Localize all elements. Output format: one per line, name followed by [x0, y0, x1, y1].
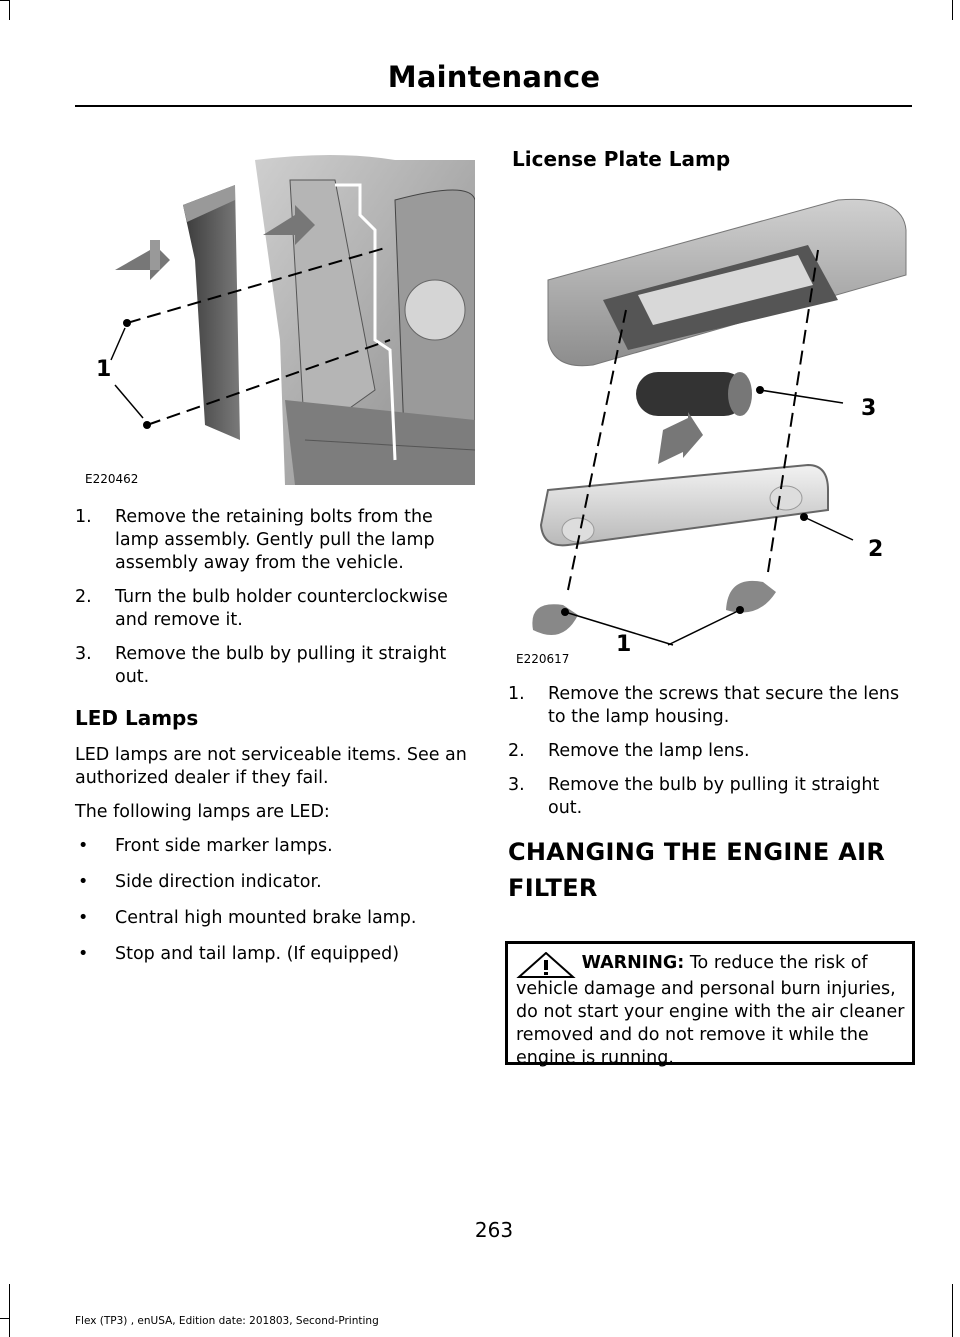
warning-body: To reduce the risk of vehicle damage and personal burn injuries, do not start your engine with the air cleaner removed and do not remove it while the engine is running.: [516, 953, 905, 1068]
right-column: [508, 683, 912, 906]
warning-triangle-icon: [516, 952, 576, 978]
list-item: 2. Remove the lamp lens.: [508, 741, 750, 761]
figure-code: E220617: [516, 652, 570, 666]
figure-license-plate-lamp: [508, 190, 908, 670]
crop-mark: [9, 0, 10, 20]
list-item: • Stop and tail lamp. (If equipped): [78, 944, 400, 964]
footer-edition: Flex (TP3) , enUSA, Edition date: 201803, Second-Printing: [75, 1315, 379, 1327]
figure-lamp-removal: [75, 140, 475, 485]
led-paragraph: LED lamps are not serviceable items. See an authorized dealer if they fail.: [75, 745, 467, 788]
page-number: 263: [474, 1218, 514, 1242]
callout-2: 2: [868, 537, 884, 562]
led-lamps-heading: LED Lamps: [75, 706, 199, 730]
warning-box: [505, 941, 915, 1068]
crop-mark: [952, 1284, 953, 1337]
list-item: • Front side marker lamps.: [78, 836, 333, 856]
led-intro: The following lamps are LED:: [75, 802, 330, 822]
air-filter-heading: CHANGING THE ENGINE AIR FILTER: [508, 838, 886, 902]
list-item: 3. Remove the bulb by pulling it straight out.: [75, 644, 447, 687]
list-item: • Central high mounted brake lamp.: [78, 908, 417, 928]
crop-mark: [0, 1318, 9, 1319]
page-header-title: Maintenance: [387, 60, 601, 94]
list-item: 3. Remove the bulb by pulling it straight out.: [508, 775, 880, 818]
crop-mark: [9, 1284, 10, 1337]
left-column: [75, 506, 475, 979]
warning-text: [516, 952, 912, 1070]
list-item: 1. Remove the screws that secure the lens to the lamp housing.: [508, 684, 900, 727]
crop-mark: [952, 0, 953, 20]
warning-label: WARNING:: [581, 953, 685, 973]
license-plate-lamp-heading: License Plate Lamp: [512, 147, 731, 171]
callout-1: 1: [616, 632, 632, 657]
callout-1: 1: [96, 357, 112, 382]
list-item: • Side direction indicator.: [78, 872, 322, 892]
list-item: 2. Turn the bulb holder counterclockwise and remove it.: [75, 587, 448, 630]
list-item: 1. Remove the retaining bolts from the lamp assembly. Gently pull the lamp assembly away from the vehicle.: [75, 507, 435, 573]
lamp-removal-illustration: [75, 140, 475, 485]
crop-mark: [0, 0, 9, 1]
figure-code: E220462: [85, 472, 139, 486]
lamp-removal-steps: [75, 506, 475, 689]
header-divider: [75, 105, 912, 107]
license-lamp-illustration: [508, 190, 908, 670]
led-lamp-list: [75, 835, 475, 966]
callout-3: 3: [861, 396, 877, 421]
license-lamp-steps: [508, 683, 912, 820]
